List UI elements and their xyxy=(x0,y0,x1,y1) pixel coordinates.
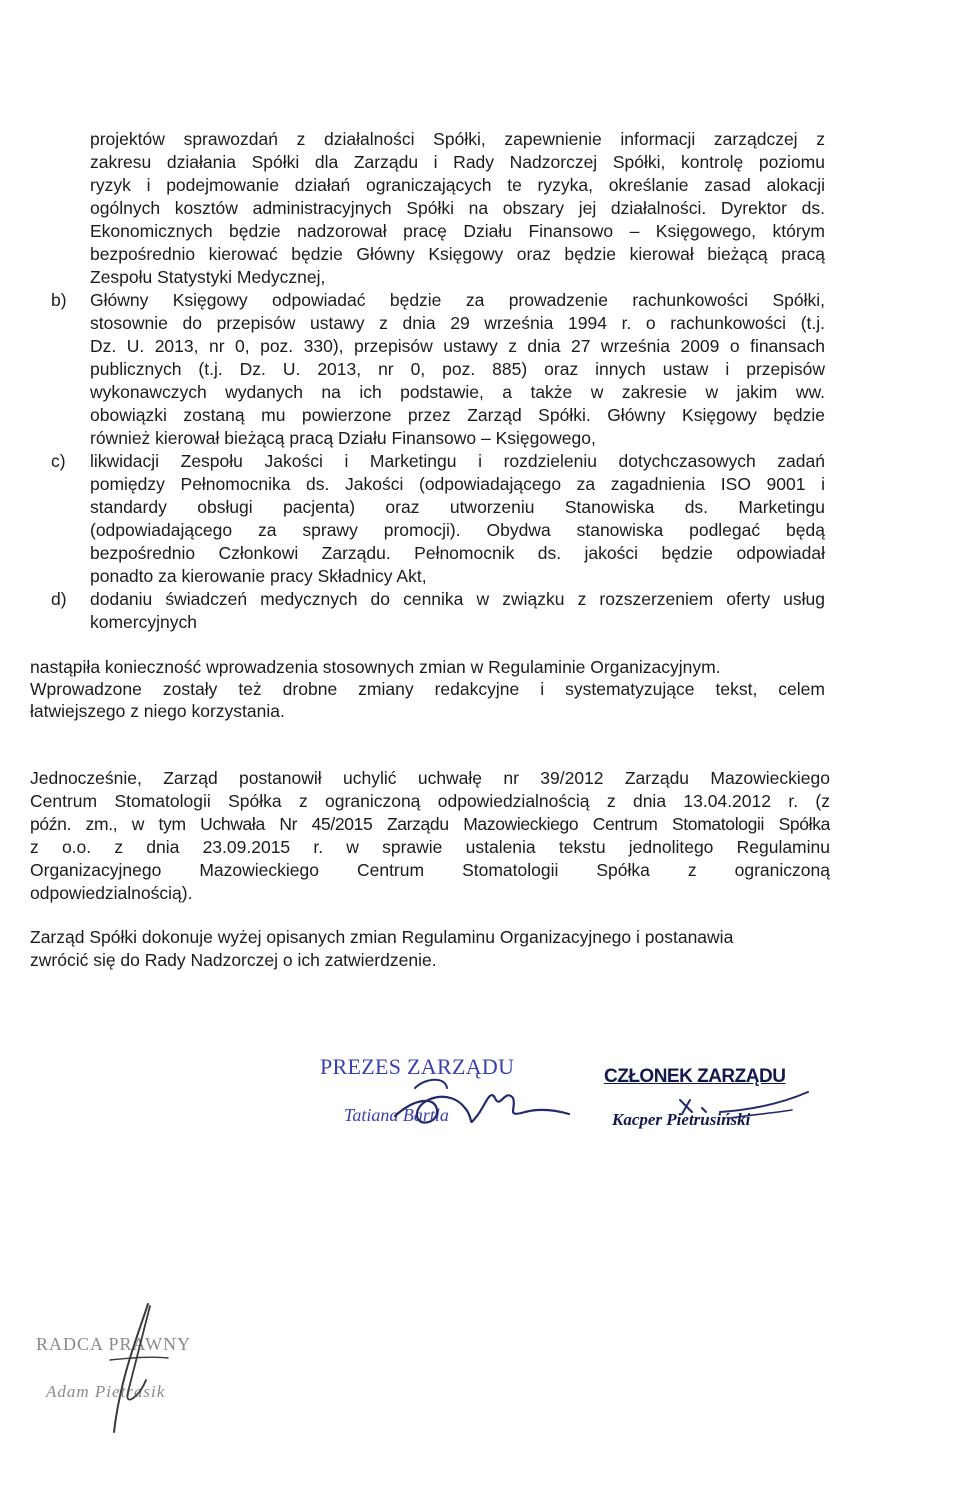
text-line: Zarząd Spółki dokonuje wyżej opisanych zmian Regulaminu Organizacyjnego i postanawia xyxy=(30,927,734,947)
text-line: ogólnych kosztów administracyjnych Spółki na obszary jej działalności. Dyrektor ds. xyxy=(90,198,825,218)
text-line: również kierował bieżącą pracą Działu Finansowo – Księgowego, xyxy=(90,428,596,448)
text-line: ponadto za kierowanie pracy Składnicy Akt, xyxy=(90,566,427,586)
text-line: odpowiedzialnością). xyxy=(30,883,193,903)
text-line: wykonawczych wydanych na ich podstawie, a także w zakresie w jakim ww. xyxy=(90,382,825,402)
text-line: bezpośrednio Członkowi Zarządu. Pełnomocnik ds. jakości będzie odpowiadał xyxy=(90,543,825,563)
text-line: zakresu działania Spółki dla Zarządu i Rady Nadzorczej Spółki, kontrolę poziomu xyxy=(90,152,825,172)
text-line: ryzyk i podejmowanie działań ograniczających te ryzyka, określanie zasad alokacji xyxy=(90,175,825,195)
text-line: obowiązki zostaną mu powierzone przez Zarząd Spółki. Główny Księgowy będzie xyxy=(90,405,825,425)
text-line: z o.o. z dnia 23.09.2015 r. w sprawie ustalenia tekstu jednolitego Regulaminu xyxy=(30,837,830,857)
text-line: nastąpiła konieczność wprowadzenia stosownych zmian w Regulaminie Organizacyjnym. xyxy=(30,657,721,677)
stamp-title: RADCA PRAWNY xyxy=(36,1334,192,1354)
stamp-name: Tatiana Bartla xyxy=(344,1105,449,1125)
text-line: zwrócić się do Rady Nadzorczej o ich zatwierdzenie. xyxy=(30,950,437,970)
text-line: pomiędzy Pełnomocnika ds. Jakości (odpowiadającego za zagadnienia ISO 9001 i xyxy=(90,474,825,494)
list-marker: d) xyxy=(51,589,67,609)
stamp-name: Adam Pietrasik xyxy=(46,1382,166,1401)
text-line: Ekonomicznych będzie nadzorował pracę Działu Finansowo – Księgowego, którym xyxy=(90,221,825,241)
handwritten-signature xyxy=(355,1058,595,1138)
text-line: Dz. U. 2013, nr 0, poz. 330), przepisów ustawy z dnia 27 września 2009 o finansach xyxy=(90,336,825,356)
text-line: (odpowiadającego za sprawy promocji). Obydwa stanowiska podlegać będą xyxy=(90,520,825,540)
text-line: stosownie do przepisów ustawy z dnia 29 września 1994 r. o rachunkowości (t.j. xyxy=(90,313,825,333)
text-line: Centrum Stomatologii Spółka z ograniczoną odpowiedzialnością z dnia 13.04.2012 r. (z xyxy=(30,791,830,811)
list-marker: b) xyxy=(51,290,67,310)
text-line: likwidacji Zespołu Jakości i Marketingu i rozdzieleniu dotychczasowych zadań xyxy=(90,451,825,471)
list-marker: c) xyxy=(51,451,66,471)
stamp-name: Kacper Pietrusiński xyxy=(612,1110,751,1129)
text-line: standardy obsługi pacjenta) oraz utworzeniu Stanowiska ds. Marketingu xyxy=(90,497,825,517)
text-line: łatwiejszego z niego korzystania. xyxy=(30,701,285,721)
text-line: Jednocześnie, Zarząd postanowił uchylić uchwałę nr 39/2012 Zarządu Mazowieckiego xyxy=(30,768,830,788)
text-line: projektów sprawozdań z działalności Spółki, zapewnienie informacji zarządczej z xyxy=(90,129,825,149)
text-line: dodaniu świadczeń medycznych do cennika w związku z rozszerzeniem oferty usług xyxy=(90,589,825,609)
handwritten-signature xyxy=(80,1300,200,1440)
text-line: komercyjnych xyxy=(90,612,197,632)
text-line: bezpośrednio kierować będzie Główny Księgowy oraz będzie kierował bieżącą pracą xyxy=(90,244,825,264)
text-line: Organizacyjnego Mazowieckiego Centrum Stomatologii Spółka z ograniczoną xyxy=(30,860,830,880)
text-line: Główny Księgowy odpowiadać będzie za prowadzenie rachunkowości Spółki, xyxy=(90,290,825,310)
stamp-title: PREZES ZARZĄDU xyxy=(320,1054,515,1079)
text-line: publicznych (t.j. Dz. U. 2013, nr 0, poz. 885) oraz innych ustaw i przepisów xyxy=(90,359,825,379)
stamp-title: CZŁONEK ZARZĄDU xyxy=(604,1066,786,1087)
text-line: Zespołu Statystyki Medycznej, xyxy=(90,267,326,287)
handwritten-signature xyxy=(640,1088,860,1138)
text-line: późn. zm., w tym Uchwała Nr 45/2015 Zarządu Mazowieckiego Centrum Stomatologii Spółka xyxy=(30,814,830,834)
text-line: Wprowadzone zostały też drobne zmiany redakcyjne i systematyzujące tekst, celem xyxy=(30,679,825,699)
